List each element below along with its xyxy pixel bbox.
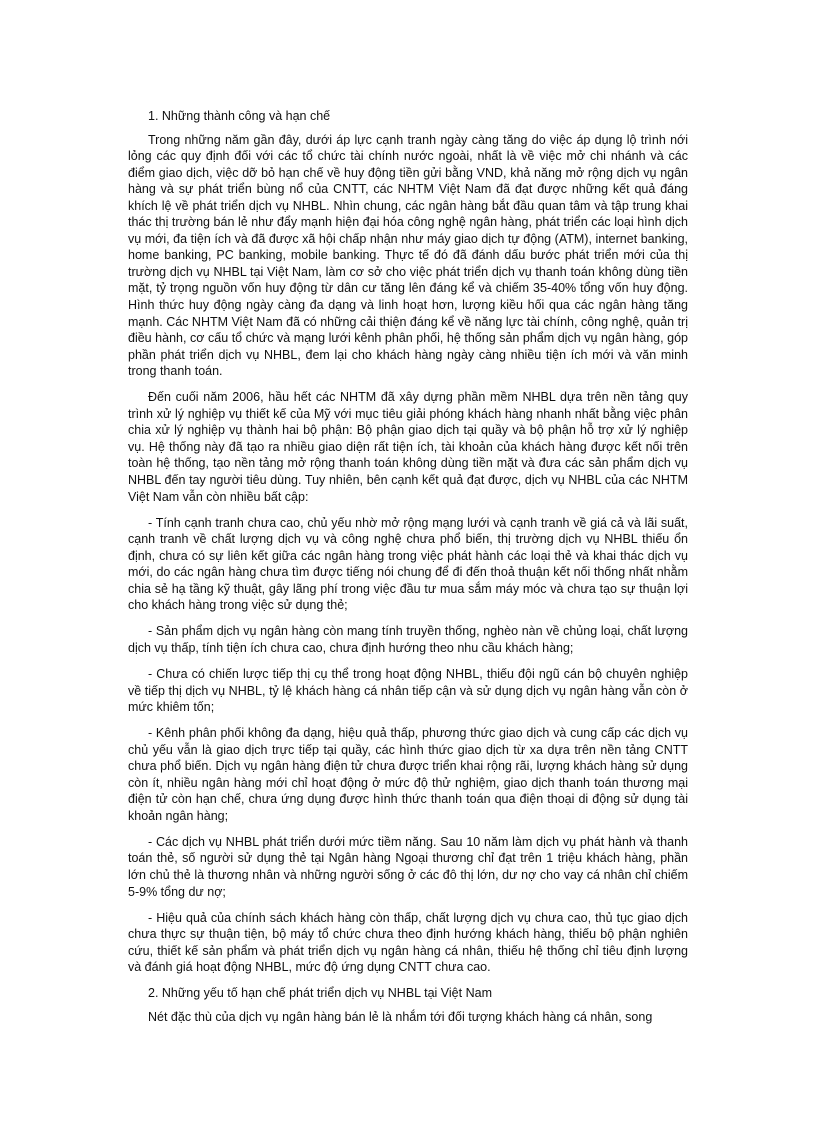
paragraph-potential: - Các dịch vụ NHBL phát triển dưới mức tiềm năng. Sau 10 năm làm dịch vụ phát hành và thanh toán thẻ, số người sử dụng thẻ tại Ngân hàng Ngoại thương chỉ đạt trên 1 triệu khách hàng, phần lớn chủ thẻ là thương nhân và những người sống ở các đô thị lớn, dư nợ cho vay cá nhân chỉ chiếm 5-9% tổng dư nợ;: [128, 834, 688, 899]
paragraph-marketing: - Chưa có chiến lược tiếp thị cụ thể trong hoạt động NHBL, thiếu đội ngũ cán bộ chuyên nghiệp về tiếp thị dịch vụ NHBL, tỷ lệ khách hàng cá nhân tiếp cận và sử dụng dịch vụ ngân hàng vẫn còn ở mức khiêm tốn;: [128, 666, 688, 715]
section-heading-1: 1. Những thành công và hạn chế: [148, 109, 331, 123]
paragraph-characteristics: Nét đặc thù của dịch vụ ngân hàng bán lẻ là nhắm tới đối tượng khách hàng cá nhân, song: [148, 1009, 653, 1024]
paragraph-customer-policy: - Hiệu quả của chính sách khách hàng còn thấp, chất lượng dịch vụ chưa cao, thủ tục giao dịch chưa thực sự thuận tiện, bộ máy tổ chức chưa theo định hướng khách hàng, thiếu bộ phận nghiên cứu, thiết kế sản phẩm và phát triển dịch vụ ngân hàng cá nhân, thiếu hệ thống chỉ tiêu định lượng và đánh giá hoạt động NHBL, mức độ ứng dụng CNTT chưa cao.: [128, 910, 688, 975]
paragraph-competition: - Tính cạnh tranh chưa cao, chủ yếu nhờ mở rộng mạng lưới và cạnh tranh về giá cả và lãi suất, cạnh tranh về chất lượng dịch vụ và công nghệ chưa phổ biến, thị trường dịch vụ NHBL thiếu ổn định, chưa có sự liên kết giữa các ngân hàng trong việc phát hành các loại thẻ và khai thác dịch vụ mới, do các ngân hàng chưa tìm được tiếng nói chung để đi đến thoả thuận kết nối thống nhất nhằm chia sẻ hạ tầng kỹ thuật, gây lãng phí trong việc đầu tư mua sắm máy móc và chưa tạo sự thuận lợi cho khách hàng trong việc sử dụng thẻ;: [128, 515, 688, 613]
paragraph-distribution: - Kênh phân phối không đa dạng, hiệu quả thấp, phương thức giao dịch và cung cấp các dịch vụ chủ yếu vẫn là giao dịch trực tiếp tại quầy, các hình thức giao dịch từ xa dựa trên nền tảng CNTT chưa phổ biến. Dịch vụ ngân hàng điện tử chưa được triển khai rộng rãi, lượng khách hàng sử dụng còn ít, nhiều ngân hàng mới chỉ hoạt động ở mức độ thử nghiệm, giao dịch thanh toán thương mại điện tử còn hạn chế, chưa ứng dụng được hình thức thanh toán qua điện thoại di động sử dụng tài khoản ngân hàng;: [128, 726, 688, 823]
paragraph-achievements: Trong những năm gần đây, dưới áp lực cạnh tranh ngày càng tăng do việc áp dụng lộ trình nới lỏng các quy định đối với các tổ chức tài chính nước ngoài, nhất là về việc mở chi nhánh và các điểm giao dịch, việc dỡ bỏ hạn chế về huy động tiền gửi bằng VND, khả năng mở rộng dịch vụ ngân hàng và sự phát triển bùng nổ của CNTT, các NHTM Việt Nam đã đạt được những kết quả đáng khích lệ về phát triển dịch vụ NHBL. Nhìn chung, các ngân hàng bắt đầu quan tâm và tập trung khai thác thị trường bán lẻ như đẩy mạnh hiện đại hóa công nghệ ngân hàng, phát triển các loại hình dịch vụ mới, đa tiện ích và đã được xã hội chấp nhận như máy giao dịch tự động (ATM), internet banking, home banking, PC banking, mobile banking. Thực tế đó đã đánh dấu bước phát triển mới của thị trường dịch vụ NHBL tại Việt Nam, làm cơ sở cho việc phát triển dịch vụ thanh toán không dùng tiền mặt, tỷ trọng nguồn vốn huy động từ dân cư tăng lên đáng kể và chiếm 35-40% tổng vốn huy động. Hình thức huy động ngày càng đa dạng và linh hoạt hơn, lượng kiều hối qua các ngân hàng tăng mạnh. Các NHTM Việt Nam đã có những cải thiện đáng kể về năng lực tài chính, công nghệ, quản trị điều hành, cơ cấu tổ chức và mạng lưới kênh phân phối, hệ thống sản phẩm dịch vụ ngân hàng, góp phần phát triển dịch vụ NHBL, đem lại cho khách hàng ngày càng nhiều tiện ích mới và văn minh trong thanh toán.: [128, 132, 688, 379]
section-heading-2: 2. Những yếu tố hạn chế phát triển dịch vụ NHBL tại Việt Nam: [148, 986, 492, 1001]
paragraph-products: - Sản phẩm dịch vụ ngân hàng còn mang tính truyền thống, nghèo nàn về chủng loại, chất lượng dịch vụ thấp, tính tiện ích chưa cao, chưa định hướng theo nhu cầu khách hàng;: [128, 624, 688, 655]
document-body: [128, 108, 688, 1035]
paragraph-software-2006: Đến cuối năm 2006, hầu hết các NHTM đã xây dựng phần mềm NHBL dựa trên nền tảng quy trình xử lý nghiệp vụ thiết kế của Mỹ với mục tiêu giải phóng khách hàng nhanh nhất bằng việc phân chia xử lý nghiệp vụ thành hai bộ phận: Bộ phận giao dịch tại quầy và bộ phận hỗ trợ xử lý nghiệp vụ. Hệ thống này đã tạo ra nhiều giao diện rất tiện ích, tài khoản của khách hàng được kết nối trên toàn hệ thống, tạo nền tảng mở rộng thanh toán không dùng tiền mặt và đưa các sản phẩm dịch vụ NHBL đến tay người tiêu dùng. Tuy nhiên, bên cạnh kết quả đạt được, dịch vụ NHBL của các NHTM Việt Nam vẫn còn nhiều bất cập:: [128, 390, 688, 504]
